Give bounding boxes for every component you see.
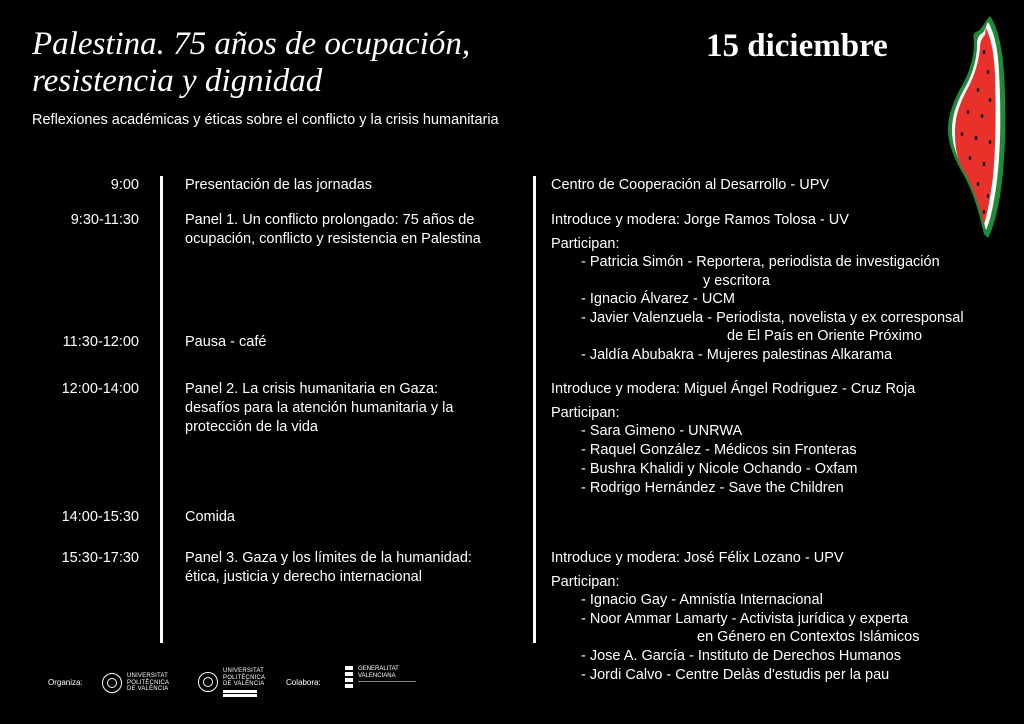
title-line-2: resistencia y dignidad [32, 63, 323, 99]
participant: - Javier Valenzuela - Periodista, novelista y ex corresponsal [581, 310, 964, 326]
logo-text: POLITÈCNICA [127, 679, 170, 686]
time-slot: 15:30-17:30 [61, 550, 139, 566]
colabora-label: Colabora: [286, 678, 321, 687]
session-title [185, 380, 453, 437]
participant-cont: de El País en Oriente Próximo [727, 328, 923, 344]
participant: - Ignacio Álvarez - UCM [581, 291, 735, 307]
organiza-label: Organiza: [48, 678, 83, 687]
page-title [32, 26, 470, 100]
session-title [185, 549, 472, 587]
upv-seal-icon [102, 673, 122, 693]
participants-label: Participan: [551, 405, 620, 421]
session-title-line: desafíos para la atención humanitaria y la [185, 400, 454, 416]
moderator: Introduce y modera: José Félix Lozano - UPV [551, 550, 844, 566]
participant: - Raquel González - Médicos sin Fronteras [581, 442, 857, 458]
participant: - Bushra Khalidi y Nicole Ochando - Oxfam [581, 461, 858, 477]
upv-logo [102, 673, 169, 693]
time-slot: 11:30-12:00 [62, 334, 139, 350]
subtitle: Reflexiones académicas y éticas sobre el conflicto y la crisis humanitaria [32, 112, 499, 128]
logo-text: UNIVERSITAT [223, 668, 264, 674]
participant: - Jose A. García - Instituto de Derechos Humanos [581, 648, 901, 664]
logo-text: DE VALÈNCIA [223, 681, 265, 687]
time-slot: 9:00 [110, 177, 139, 193]
participant: - Jaldía Abubakra - Mujeres palestinas Alkarama [581, 347, 893, 363]
session-title-line: ocupación, conflicto y resistencia en Palestina [185, 231, 481, 247]
generalitat-logo [345, 666, 416, 694]
session-title: Pausa - café [185, 334, 267, 350]
participant-cont: en Género en Contextos Islámicos [697, 629, 920, 645]
divider-right [533, 176, 536, 643]
event-date: 15 diciembre [706, 28, 888, 64]
session-title-line: Panel 1. Un conflicto prolongado: 75 años de [185, 212, 475, 228]
participants-label: Participan: [551, 574, 620, 590]
moderator: Introduce y modera: Miguel Ángel Rodriguez - Cruz Roja [551, 381, 916, 397]
participant: - Patricia Simón - Reportera, periodista de investigación [581, 254, 940, 270]
participant-cont: y escritora [703, 273, 770, 289]
title-line-1: Palestina. 75 años de ocupación, [32, 26, 471, 62]
time-slot: 14:00-15:30 [61, 509, 139, 525]
coat-of-arms-icon [345, 666, 353, 692]
session-organizer: Centro de Cooperación al Desarrollo - UPV [551, 177, 830, 193]
time-slot: 9:30-11:30 [70, 212, 139, 228]
participant: - Ignacio Gay - Amnistía Internacional [581, 592, 823, 608]
participant: - Sara Gimeno - UNRWA [581, 423, 743, 439]
logo-text: POLITÈCNICA [223, 674, 266, 681]
session-title-line: protección de la vida [185, 419, 318, 435]
participant: - Jordi Calvo - Centre Delàs d'estudis per la pau [581, 667, 890, 683]
time-slot: 12:00-14:00 [61, 381, 139, 397]
participant: - Noor Ammar Lamarty - Activista jurídica y experta [581, 611, 909, 627]
logo-text: DE VALÈNCIA [127, 686, 169, 693]
participant: - Rodrigo Hernández - Save the Children [581, 480, 844, 496]
logo-text: UNIVERSITAT [127, 673, 168, 680]
logo-text: GENERALITAT [358, 666, 399, 672]
session-title-line: Panel 3. Gaza y los límites de la humanidad: [185, 550, 472, 566]
session-title [185, 211, 481, 249]
upv-seal-icon [198, 672, 218, 692]
moderator: Introduce y modera: Jorge Ramos Tolosa - UV [551, 212, 849, 228]
session-title: Comida [185, 509, 235, 525]
session-title: Presentación de las jornadas [185, 177, 373, 193]
session-title-line: Panel 2. La crisis humanitaria en Gaza: [185, 381, 439, 397]
upv-cooperacion-logo [198, 668, 265, 697]
palestine-watermelon-map-icon [944, 12, 1010, 240]
divider-left [160, 176, 163, 643]
session-title-line: ética, justicia y derecho internacional [185, 569, 422, 585]
participants-label: Participan: [551, 236, 620, 252]
logo-text: VALENCIANA [358, 672, 396, 679]
